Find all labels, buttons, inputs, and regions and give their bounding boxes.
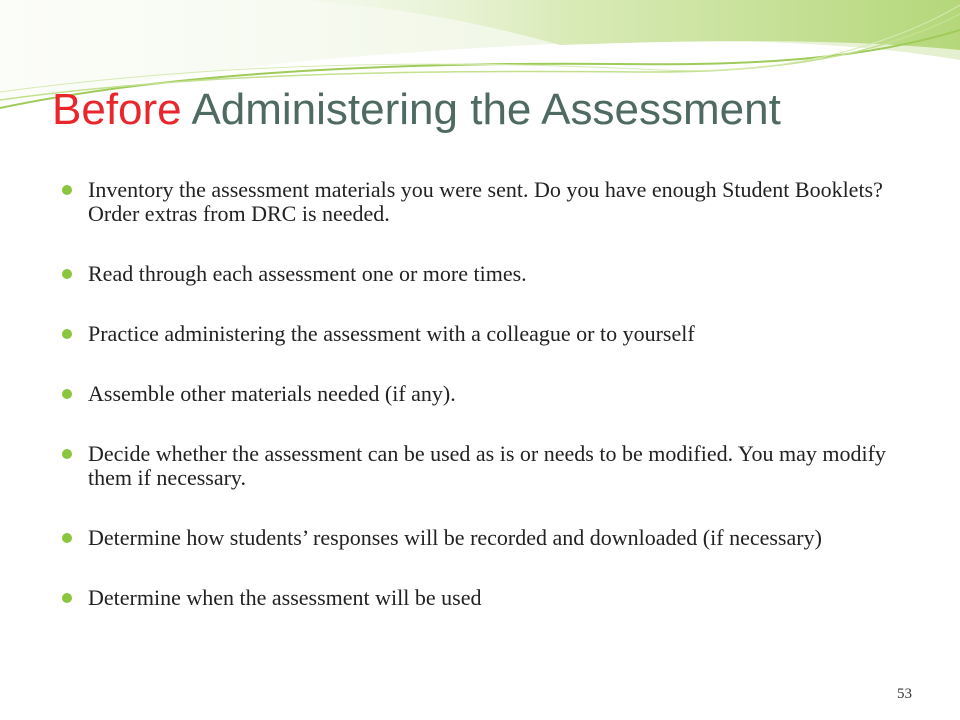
bullet-list xyxy=(62,178,912,646)
slide-title-accent: Before xyxy=(52,85,182,134)
bullet-item xyxy=(62,262,912,286)
bullet-dot-icon xyxy=(62,449,72,459)
bullet-dot-icon xyxy=(62,593,72,603)
bullet-item xyxy=(62,442,912,490)
slide-title xyxy=(52,80,781,140)
bullet-text: Determine how students’ responses will be recorded and downloaded (if necessary) xyxy=(88,525,822,550)
bullet-text: Assemble other materials needed (if any). xyxy=(88,381,456,406)
bullet-dot-icon xyxy=(62,269,72,279)
bullet-text: Practice administering the assessment with a colleague or to yourself xyxy=(88,321,695,346)
bullet-item xyxy=(62,382,912,406)
slide-title-rest: Administering the Assessment xyxy=(181,85,781,134)
bullet-dot-icon xyxy=(62,185,72,195)
bullet-item xyxy=(62,526,912,550)
bullet-dot-icon xyxy=(62,533,72,543)
page-number: 53 xyxy=(897,686,912,702)
bullet-dot-icon xyxy=(62,389,72,399)
bullet-item xyxy=(62,586,912,610)
bullet-text: Decide whether the assessment can be used as is or needs to be modified. You may modify them if necessary. xyxy=(88,441,886,490)
bullet-item xyxy=(62,178,912,226)
bullet-text: Determine when the assessment will be used xyxy=(88,585,482,610)
bullet-dot-icon xyxy=(62,329,72,339)
bullet-item xyxy=(62,322,912,346)
bullet-text: Read through each assessment one or more times. xyxy=(88,261,527,286)
bullet-text: Inventory the assessment materials you were sent. Do you have enough Student Booklets? Order extras from DRC is needed. xyxy=(88,177,883,226)
